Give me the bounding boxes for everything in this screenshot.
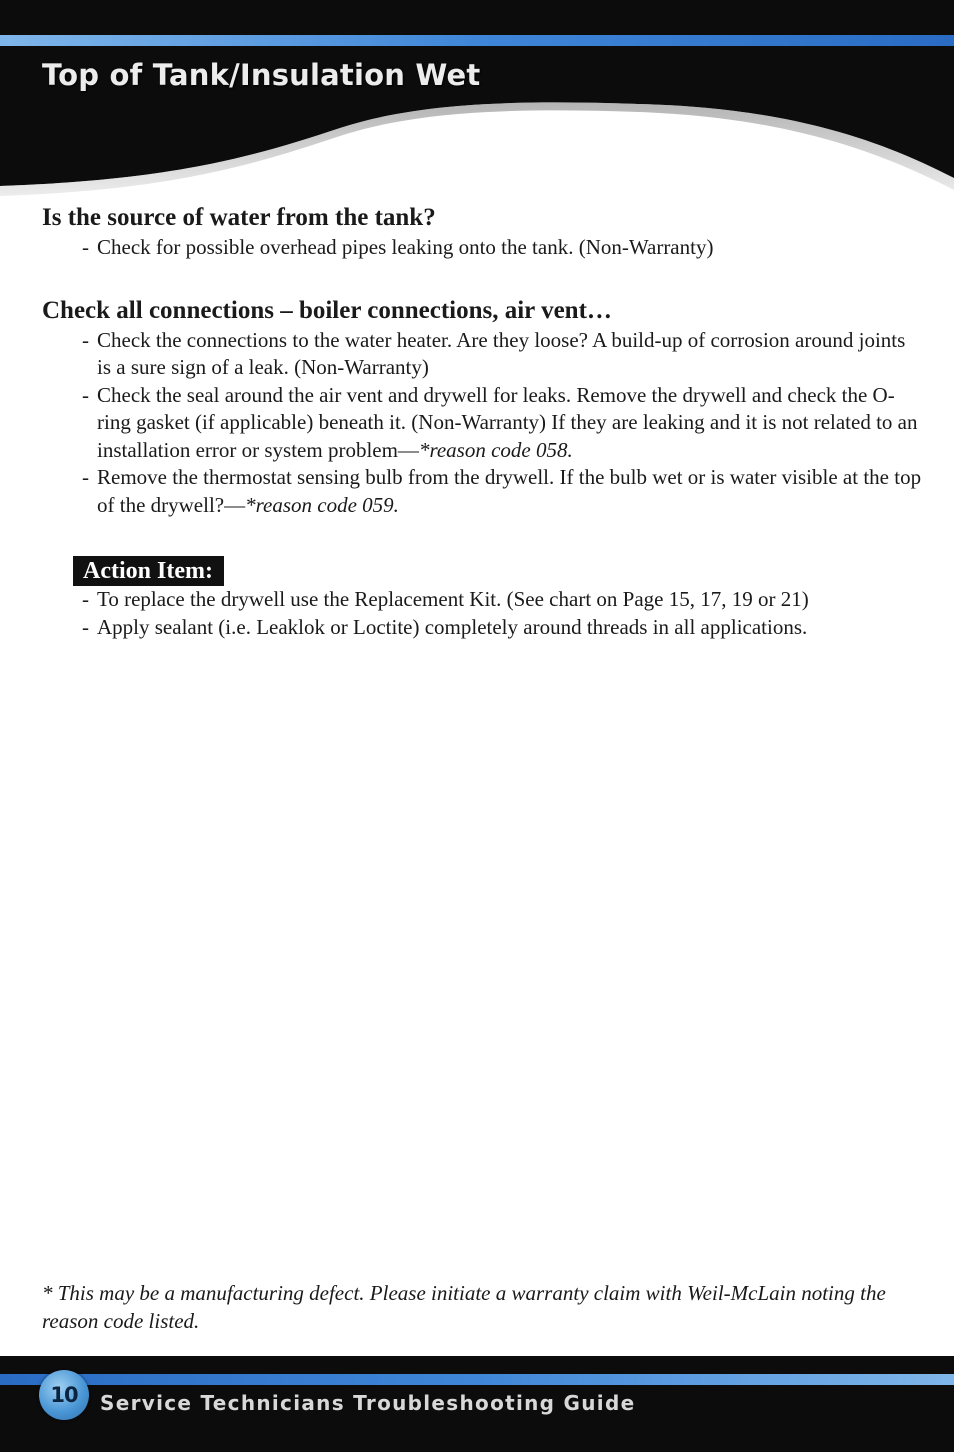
item-text: Apply sealant (i.e. Leaklok or Loctite) completely around threads in all applications. xyxy=(97,614,808,639)
section-action-item xyxy=(42,556,922,641)
section-heading: Check all connections – boiler connections, air vent… xyxy=(42,296,612,324)
bullet-dash: - xyxy=(82,235,89,259)
bullet-dash: - xyxy=(82,465,89,489)
page-number-badge: 10 xyxy=(39,1370,89,1420)
item-text: To replace the drywell use the Replacement Kit. (See chart on Page 15, 17, 19 or 21) xyxy=(97,587,809,611)
list-item xyxy=(82,327,922,382)
header-banner xyxy=(0,0,954,200)
bullet-dash: - xyxy=(82,382,89,407)
header-swoosh-graphic xyxy=(0,0,954,200)
list-item xyxy=(82,614,922,642)
checklist xyxy=(42,327,922,520)
reason-code: *reason code 059. xyxy=(245,492,399,517)
section-check-connections xyxy=(42,295,922,520)
list-item xyxy=(82,382,922,465)
footer-title: Service Technicians Troubleshooting Guide xyxy=(100,1391,636,1415)
reason-code: *reason code 058. xyxy=(418,437,573,462)
list-item xyxy=(82,234,922,262)
bullet-dash: - xyxy=(82,614,89,639)
list-item xyxy=(82,586,922,614)
item-text: Remove the thermostat sensing bulb from the drywell. If the bulb wet or is water visible at the top of the drywell?— xyxy=(97,465,922,517)
page-title: Top of Tank/Insulation Wet xyxy=(42,58,481,92)
item-text: Check for possible overhead pipes leaking onto the tank. (Non-Warranty) xyxy=(97,235,714,259)
checklist xyxy=(42,234,922,262)
list-item xyxy=(82,464,922,519)
main-content xyxy=(42,202,922,641)
bullet-dash: - xyxy=(82,587,89,611)
action-item-label: Action Item: xyxy=(73,556,224,586)
item-text: Check the connections to the water heater. Are they loose? A build-up of corrosion around joints is a sure sign of a leak. (Non-Warranty) xyxy=(97,327,906,379)
section-heading: Is the source of water from the tank? xyxy=(42,204,436,231)
section-source-of-water xyxy=(42,202,922,262)
footnote: * This may be a manufacturing defect. Please initiate a warranty claim with Weil-McLain noting the reason code listed. xyxy=(42,1281,886,1333)
action-list xyxy=(42,586,922,641)
bullet-dash: - xyxy=(82,327,89,352)
item-text: Check the seal around the air vent and drywell for leaks. Remove the drywell and check the O-ring gasket (if applicable) beneath it. (Non-Warranty) If they are leaking and it is not related to an installation error or system problem— xyxy=(97,382,918,462)
